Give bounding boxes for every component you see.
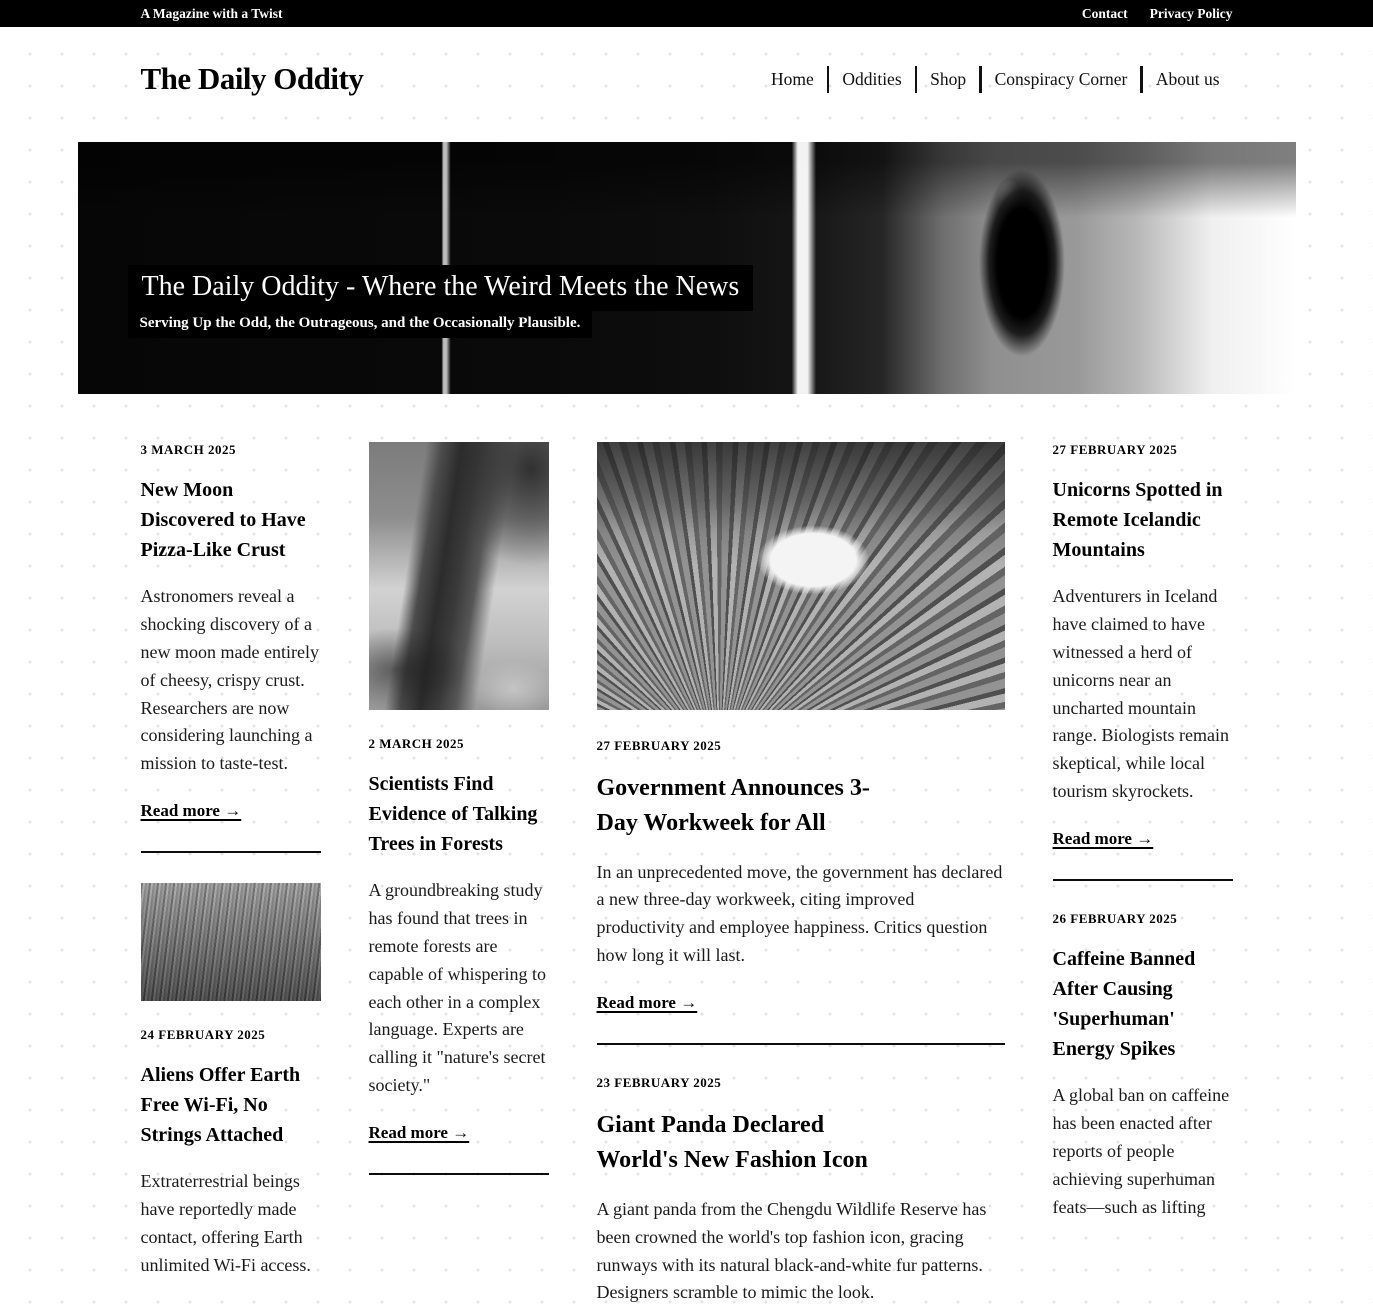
article-date: 23 FEBRUARY 2025	[596, 1075, 722, 1091]
contact-link[interactable]: Contact	[1081, 5, 1128, 21]
article-3-day-workweek	[597, 442, 1005, 1045]
article-excerpt: Extraterrestrial beings have reportedly made contact, offering Earth unlimited Wi-Fi access.	[140, 1171, 311, 1275]
article-image-cat-on-bamboo[interactable]	[597, 442, 1005, 710]
article-new-moon	[141, 442, 321, 853]
article-date: 27 FEBRUARY 2025	[596, 738, 722, 753]
divider	[141, 851, 321, 853]
article-unicorns-iceland	[1053, 442, 1233, 881]
article-title[interactable]: New Moon Discovered to Have Pizza-Like Crust	[140, 479, 306, 561]
article-date: 26 FEBRUARY 2025	[1052, 911, 1178, 927]
article-image-gnarled-tree[interactable]	[369, 442, 549, 710]
article-excerpt: Adventurers in Iceland have claimed to have witnessed a herd of unicorns near an uncharted mountain range. Biologists remain skeptical, while local tourism skyrockets.	[1052, 586, 1229, 802]
read-more-link[interactable]: Read more →	[1052, 829, 1154, 849]
article-column-4	[1053, 442, 1233, 1245]
hero-caption	[128, 265, 754, 338]
divider	[597, 1043, 1005, 1045]
article-title[interactable]: Unicorns Spotted in Remote Icelandic Mountains	[1052, 479, 1223, 561]
nav-item-about-us[interactable]: About us	[1155, 68, 1220, 89]
nav-item-home[interactable]: Home	[771, 68, 814, 89]
hero-banner-image	[78, 142, 1296, 394]
article-title[interactable]: Government Announces 3-Day Workweek for All	[596, 775, 870, 836]
topbar-links	[1082, 6, 1233, 22]
divider	[369, 1173, 549, 1175]
read-more-link[interactable]: Read more →	[368, 1123, 470, 1143]
article-excerpt: Astronomers reveal a shocking discovery of a new moon made entirely of cheesy, crispy crust. Researchers are now considering launching a mission to taste-test.	[140, 586, 319, 774]
article-excerpt: A giant panda from the Chengdu Wildlife Reserve has been crowned the world's top fashion icon, gracing runways with its natural black-and-white fur patterns. Designers scramble to mimic the look.	[596, 1198, 987, 1303]
article-panda-fashion-icon	[597, 1075, 1005, 1307]
article-column-2	[369, 442, 549, 1205]
article-grid	[141, 442, 1233, 1309]
main-navigation	[771, 66, 1232, 93]
article-date: 3 MARCH 2025	[140, 442, 237, 457]
article-excerpt: In an unprecedented move, the government has declared a new three-day workweek, citing improved productivity and employee happiness. Critics question how long it will last.	[596, 861, 1003, 966]
article-aliens-wifi	[141, 883, 321, 1280]
article-column-3	[597, 442, 1005, 1309]
nav-item-oddities[interactable]: Oddities	[842, 68, 902, 89]
article-title[interactable]: Giant Panda Declared World's New Fashion Icon	[596, 1112, 868, 1173]
article-title[interactable]: Aliens Offer Earth Free Wi-Fi, No Strings Attached	[140, 1064, 301, 1147]
site-header	[141, 27, 1233, 97]
nav-item-shop[interactable]: Shop	[930, 68, 967, 89]
article-excerpt: A global ban on caffeine has been enacted after reports of people achieving superhuman feats—such as lifting	[1052, 1085, 1230, 1217]
top-bar	[0, 0, 1373, 27]
article-date: 2 MARCH 2025	[368, 736, 465, 751]
privacy-policy-link[interactable]: Privacy Policy	[1149, 5, 1233, 21]
article-title[interactable]: Caffeine Banned After Causing 'Superhuman' Energy Spikes	[1052, 948, 1196, 1061]
article-date: 27 FEBRUARY 2025	[1052, 442, 1178, 457]
article-title[interactable]: Scientists Find Evidence of Talking Trees in Forests	[368, 773, 538, 855]
read-more-link[interactable]: Read more →	[596, 993, 698, 1013]
divider	[1053, 879, 1233, 881]
article-image-fur-texture[interactable]	[141, 883, 321, 1001]
article-caffeine-ban	[1053, 911, 1233, 1221]
site-title[interactable]: The Daily Oddity	[140, 61, 364, 96]
site-tagline: A Magazine with a Twist	[140, 5, 283, 21]
read-more-link[interactable]: Read more →	[140, 801, 242, 821]
article-excerpt: A groundbreaking study has found that trees in remote forests are capable of whispering to each other in a complex language. Experts are calling it "nature's secret society."	[368, 880, 546, 1096]
hero-subtitle: Serving Up the Odd, the Outrageous, and the Occasionally Plausible.	[128, 311, 593, 338]
article-column-1	[141, 442, 321, 1303]
article-talking-trees	[369, 442, 549, 1175]
nav-item-conspiracy-corner[interactable]: Conspiracy Corner	[994, 68, 1128, 89]
article-date: 24 FEBRUARY 2025	[140, 1027, 266, 1043]
hero-title: The Daily Oddity - Where the Weird Meets the News	[128, 265, 754, 311]
